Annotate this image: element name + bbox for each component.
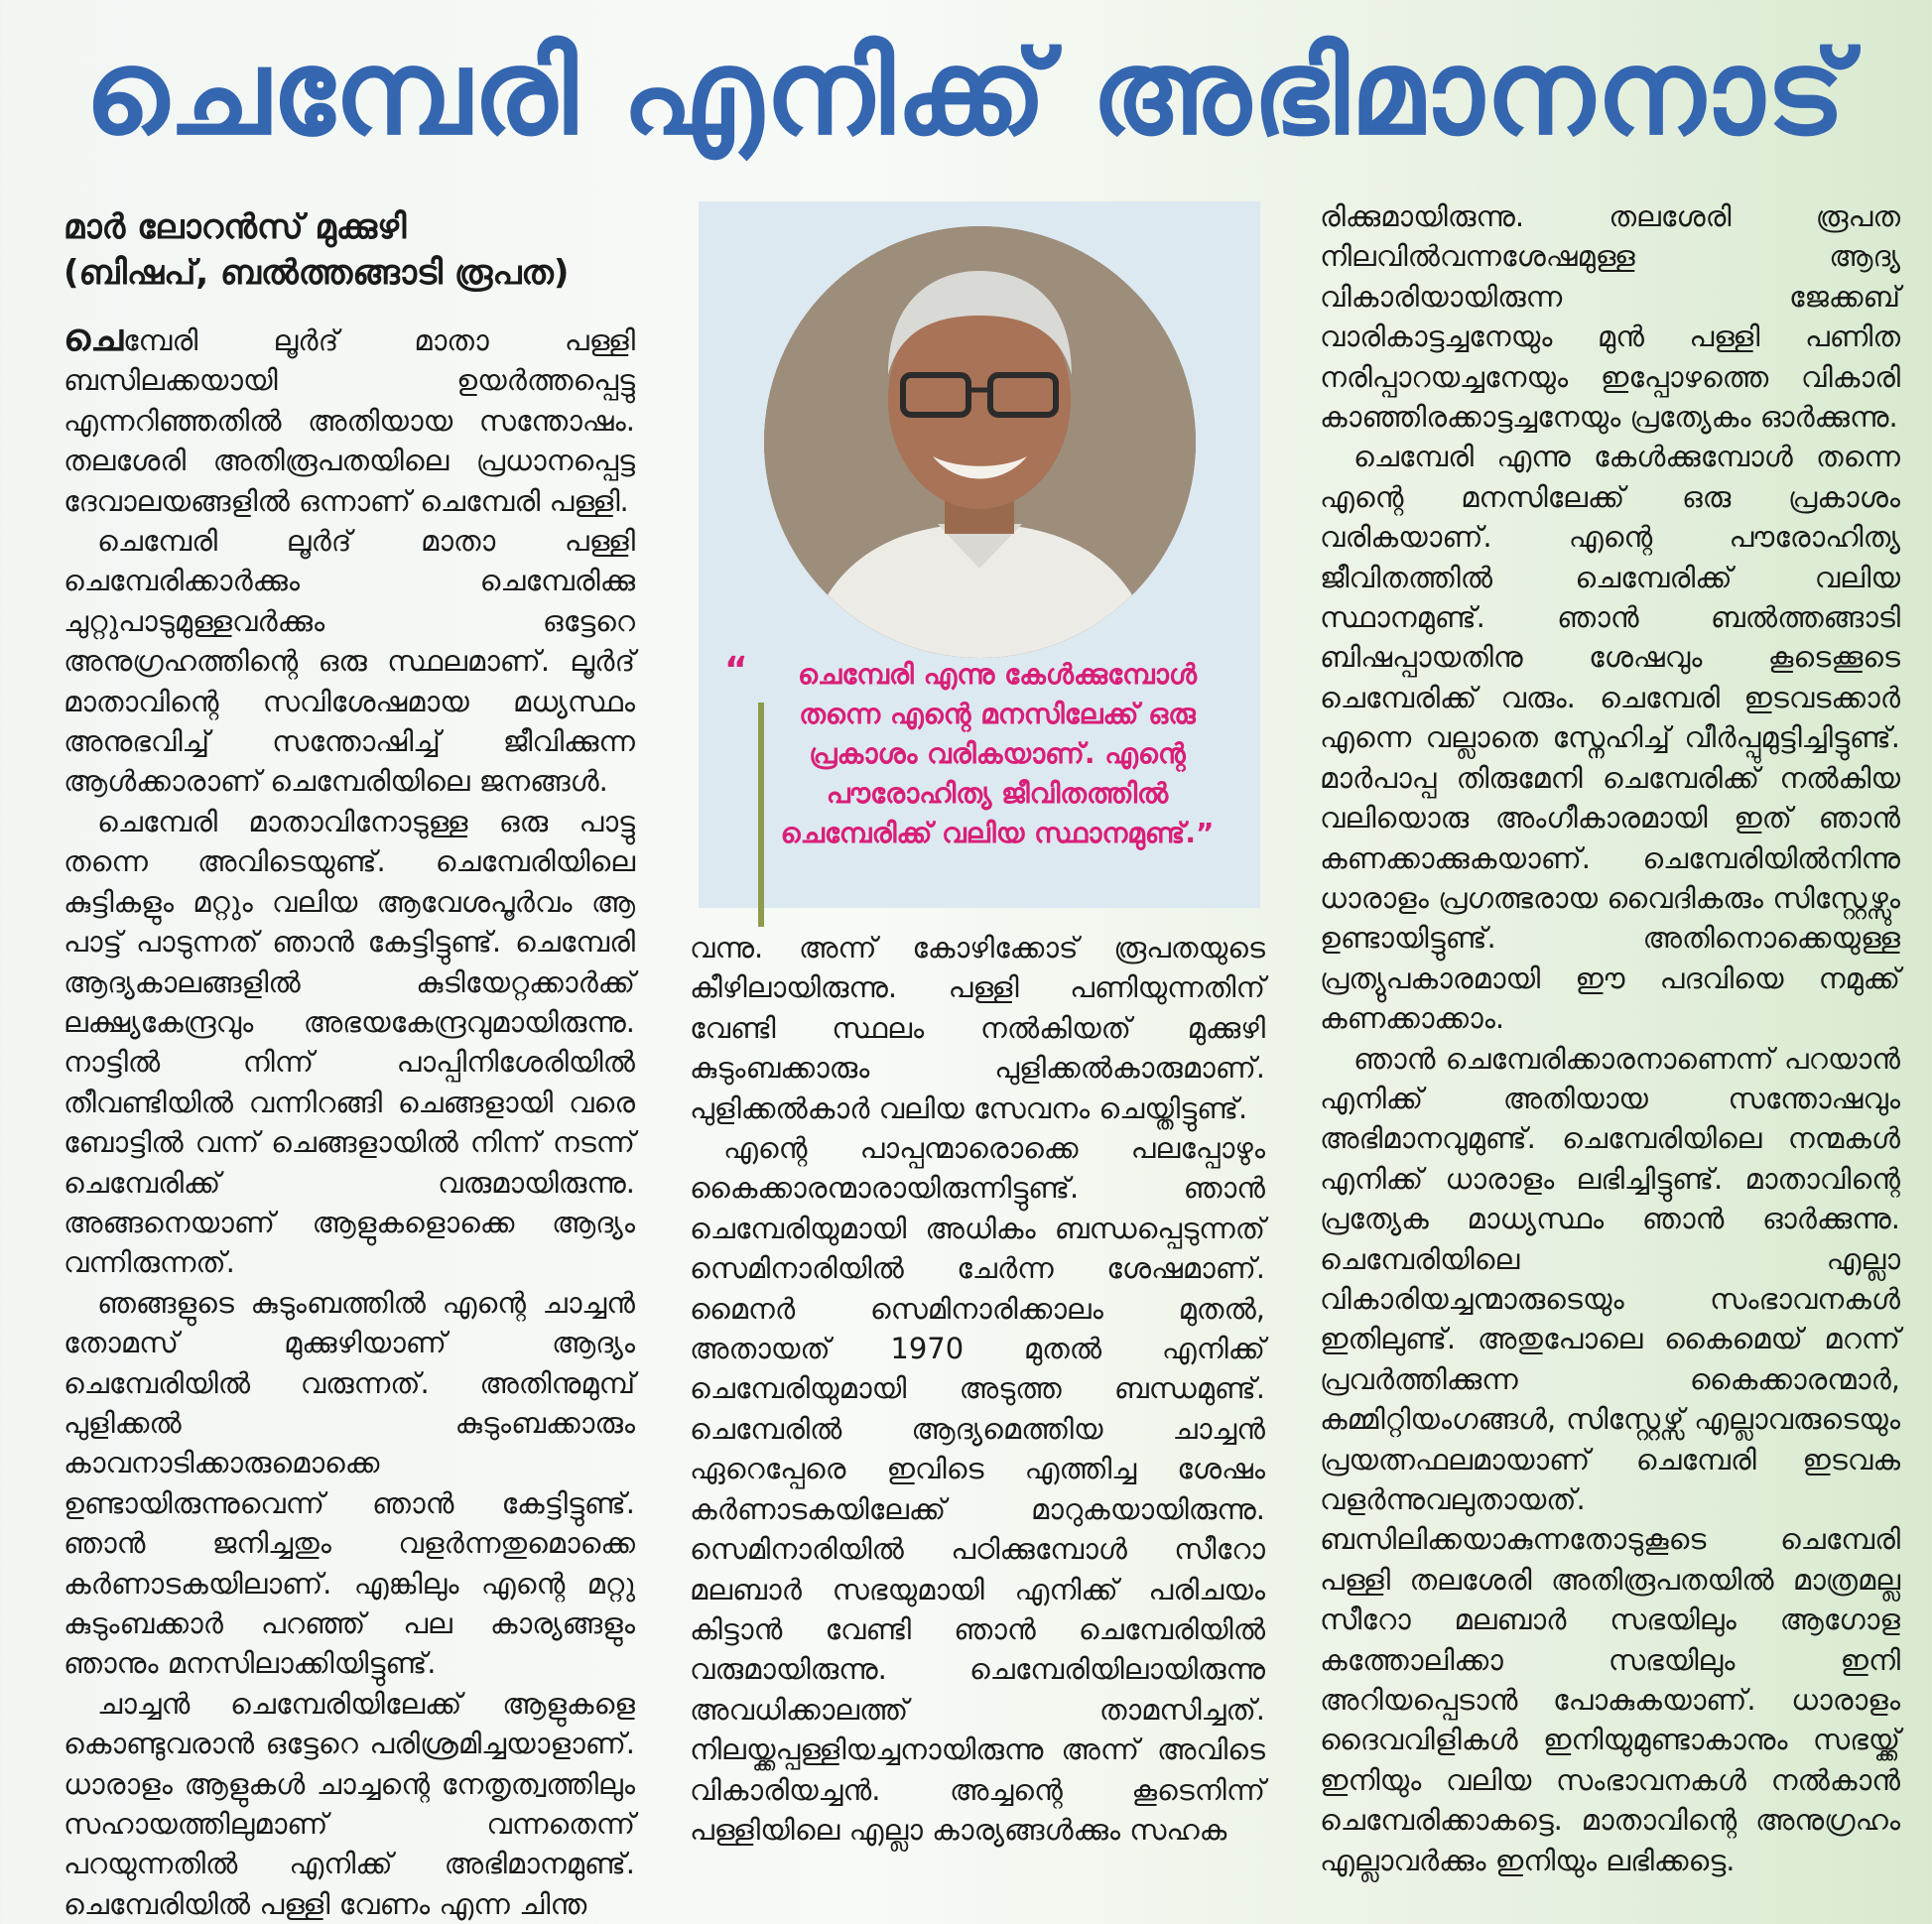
bishop-portrait-photo — [764, 226, 1196, 658]
paragraph: ചെമ്പേരി ലൂർദ് മാതാ പള്ളി ബസിലക്കയായി ഉയർത്തപ്പെട്ടു എന്നറിഞ്ഞതിൽ അതിയായ സന്തോഷം. തലശേരി അതിരൂപതയിലെ പ്രധാനപ്പെട്ട ദേവാലയങ്ങളിൽ ഒന്നാണ് ചെമ്പേരി പള്ളി. — [64, 316, 635, 518]
byline — [64, 204, 659, 296]
article-column-3 — [1320, 196, 1900, 1877]
pull-quote-text: ചെമ്പേരി എന്നു കേൾക്കുമ്പോൾ തന്നെ എന്റെ മനസിലേക്ക് ഒരു പ്രകാശം വരികയാണ്. എന്റെ പൗരോഹിത്യ ജീവിതത്തിൽ ചെമ്പേരിക്ക് വലിയ സ്ഥാനമുണ്ട്.” — [780, 658, 1215, 849]
paragraph: ഞങ്ങളുടെ കുടുംബത്തിൽ എന്റെ ചാച്ചൻ തോമസ് മുക്കുഴിയാണ് ആദ്യം ചെമ്പേരിയിൽ വരുന്നത്. അതിനുമുമ്പ് പുളിക്കൽ കുടുംബക്കാരും കാവനാടിക്കാരുമൊക്കെ ഉണ്ടായിരുന്നുവെന്ന് ഞാൻ കേട്ടിട്ടുണ്ട്. ഞാൻ ജനിച്ചതും വളർന്നതുമൊക്കെ കർണാടകയിലാണ്. എങ്കിലും എന്റെ മറ്റു കുടുംബക്കാർ പറഞ്ഞ് പല കാര്യങ്ങളും ഞാനും മനസിലാക്കിയിട്ടുണ്ട്. — [64, 1285, 635, 1681]
quote-bar — [758, 703, 764, 927]
headline: ചെമ്പേരി എനിക്ക് അഭിമാനനാട് — [84, 24, 1848, 161]
author-title: (ബിഷപ്, ബൽത്തങ്ങാടി രൂപത) — [64, 253, 570, 293]
author-name: മാർ ലോറൻസ് മുക്കുഴി — [64, 207, 407, 247]
quote-mark: “ — [724, 650, 748, 691]
dropcap: ചെ — [64, 316, 124, 359]
paragraph: ചെമ്പേരി ലൂർദ് മാതാ പള്ളി ചെമ്പേരിക്കാർക്കും ചെമ്പേരിക്കു ചുറ്റുപാടുമുള്ളവർക്കും ഒട്ടേറെ അനുഗ്രഹത്തിന്റെ ഒരു സ്ഥലമാണ്. ലൂർദ് മാതാവിന്റെ സവിശേഷമായ മധ്യസ്ഥം അനുഭവിച്ച് സന്തോഷിച്ച് ജീവിക്കുന്ന ആൾക്കാരാണ് ചെമ്പേരിയിലെ ജനങ്ങൾ. — [64, 524, 635, 799]
paragraph: ചെമ്പേരി മാതാവിനോടുള്ള ഒരു പാട്ടു തന്നെ അവിടെയുണ്ട്. ചെമ്പേരിയിലെ കുട്ടികളും മറ്റും വലിയ ആവേശപൂർവം ആ പാട്ട് പാടുന്നത് ഞാൻ കേട്ടിട്ടുണ്ട്. ചെമ്പേരി ആദ്യകാലങ്ങളിൽ കുടിയേറ്റക്കാർക്ക് ലക്ഷ്യകേന്ദ്രവും അഭയകേന്ദ്രവുമായിരുന്നു. നാട്ടിൽ നിന്ന് പാപ്പിനിശേരിയിൽ തീവണ്ടിയിൽ വന്നിറങ്ങി ചെങ്ങളായി വരെ ബോട്ടിൽ വന്ന് ചെങ്ങളായിൽ നിന്ന് നടന്ന് ചെമ്പേരിക്ക് വരുമായിരുന്നു. അങ്ങനെയാണ് ആളുകളൊക്കെ ആദ്യം വന്നിരുന്നത്. — [64, 804, 635, 1280]
portrait-illustration — [764, 226, 1196, 658]
paragraph: ഞാൻ ചെമ്പേരിക്കാരനാണെന്ന് പറയാൻ എനിക്ക് അതിയായ സന്തോഷവും അഭിമാനവുമുണ്ട്. ചെമ്പേരിയിലെ നന്മകൾ എനിക്ക് ധാരാളം ലഭിച്ചിട്ടുണ്ട്. മാതാവിന്റെ പ്രത്യേക മാധ്യസ്ഥം ഞാൻ ഓർക്കുന്നു. ചെമ്പേരിയിലെ എല്ലാ വികാരിയച്ചന്മാരുടെയും സംഭാവനകൾ ഇതിലുണ്ട്. അതുപോലെ കൈമെയ് മറന്ന് പ്രവർത്തിക്കുന്ന കൈക്കാരന്മാർ, കമ്മിറ്റിയംഗങ്ങൾ, സിസ്റ്റേഴ്സ് എല്ലാവരുടെയും പ്രയത്നഫലമായാണ് ചെമ്പേരി ഇടവക വളർന്നുവലുതായത്. ബസിലിക്കയാകുന്നതോടുകൂടെ ചെമ്പേരി പള്ളി തലശേരി അതിരൂപതയിൽ മാത്രമല്ല സീറോ മലബാർ സഭയിലും ആഗോള കത്തോലിക്കാ സഭയിലും ഇനി അറിയപ്പെടാൻ പോകുകയാണ്. ധാരാളം ദൈവവിളികൾ ഇനിയുമുണ്ടാകാനും സഭയ്ക്ക് ഇനിയും വലിയ സംഭാവനകൾ നൽകാൻ ചെമ്പേരിക്കാകട്ടെ. മാതാവിന്റെ അനുഗ്രഹം എല്ലാവർക്കും ഇനിയും ലഭിക്കട്ടെ. — [1320, 1041, 1900, 1877]
paragraph: ചെമ്പേരി എന്നു കേൾക്കുമ്പോൾ തന്നെ എന്റെ മനസിലേക്ക് ഒരു പ്രകാശം വരികയാണ്. എന്റെ പൗരോഹിത്യ ജീവിതത്തിൽ ചെമ്പേരിക്ക് വലിയ സ്ഥാനമുണ്ട്. ഞാൻ ബൽത്തങ്ങാടി ബിഷപ്പായതിനു ശേഷവും കൂടെക്കൂടെ ചെമ്പേരിക്ക് വരും. ചെമ്പേരി ഇടവടക്കാർ എന്നെ വല്ലാതെ സ്നേഹിച്ച് വീർപ്പുമുട്ടിച്ചിട്ടുണ്ട്. മാർപാപ്പ തിരുമേനി ചെമ്പേരിക്ക് നൽകിയ വലിയൊരു അംഗീകാരമായി ഇത് ഞാൻ കണക്കാക്കുകയാണ്. ചെമ്പേരിയിൽനിന്നു ധാരാളം പ്രഗത്ഭരായ വൈദികരും സിസ്റ്റേഴ്സും ഉണ്ടായിട്ടുണ്ട്. അതിനൊക്കെയുള്ള പ്രത്യുപകാരമായി ഈ പദവിയെ നമുക്ക് കണക്കാക്കാം. — [1320, 440, 1900, 1036]
article-column-2 — [690, 928, 1265, 1847]
paragraph: രിക്കുമായിരുന്നു. തലശേരി രൂപത നിലവിൽവന്നശേഷമുള്ള ആദ്യ വികാരിയായിരുന്ന ജേക്കബ് വാരികാട്ടച്ചനേയും മുൻ പള്ളി പണിത നരിപ്പാറയച്ചനേയും ഇപ്പോഴത്തെ വികാരി കാഞ്ഞിരക്കാട്ടച്ചനേയും പ്രത്യേകം ഓർക്കുന്നു. — [1320, 199, 1900, 435]
paragraph: വന്നു. അന്ന് കോഴിക്കോട് രൂപതയുടെ കീഴിലായിരുന്നു. പള്ളി പണിയുന്നതിന് വേണ്ടി സ്ഥലം നൽകിയത് മുക്കുഴി കുടുംബക്കാരും പുളിക്കൽകാരുമാണ്. പുളിക്കൽകാർ വലിയ സേവനം ചെയ്തിട്ടുണ്ട്. — [690, 931, 1265, 1125]
pull-quote — [724, 650, 1240, 853]
article-column-1 — [64, 316, 635, 1921]
paragraph: എന്റെ പാപ്പന്മാരൊക്കെ പലപ്പോഴും കൈക്കാരന്മാരായിരുന്നിട്ടുണ്ട്. ഞാൻ ചെമ്പേരിയുമായി അധികം ബന്ധപ്പെടുന്നത് സെമിനാരിയിൽ ചേർന്ന ശേഷമാണ്. മൈനർ സെമിനാരിക്കാലം മുതൽ, അതായത് 1970 മുതൽ എനിക്ക് ചെമ്പേരിയുമായി അടുത്ത ബന്ധമുണ്ട്. ചെമ്പേരിൽ ആദ്യമെത്തിയ ചാച്ചൻ ഏറെപ്പേരെ ഇവിടെ എത്തിച്ച ശേഷം കർണാടകയിലേക്ക് മാറുകയായിരുന്നു. സെമിനാരിയിൽ പഠിക്കുമ്പോൾ സീറോ മലബാർ സഭയുമായി എനിക്ക് പരിചയം കിട്ടാൻ വേണ്ടി ഞാൻ ചെമ്പേരിയിൽ വരുമായിരുന്നു. ചെമ്പേരിയിലായിരുന്നു അവധിക്കാലത്ത് താമസിച്ചത്. നിലയ്ക്കപ്പള്ളിയച്ചനായിരുന്നു അന്ന് അവിടെ വികാരിയച്ചൻ. അച്ചന്റെ കൂടെനിന്ന് പള്ളിയിലെ എല്ലാ കാര്യങ്ങൾക്കും സഹക — [690, 1131, 1265, 1847]
paragraph: ചാച്ചൻ ചെമ്പേരിയിലേക്ക് ആളുകളെ കൊണ്ടുവരാൻ ഒട്ടേറെ പരിശ്രമിച്ചയാളാണ്. ധാരാളം ആളുകൾ ചാച്ചന്റെ നേതൃത്വത്തിലും സഹായത്തിലുമാണ് വന്നതെന്ന് പറയുന്നതിൽ എനിക്ക് അഭിമാനമുണ്ട്. ചെമ്പേരിയിൽ പള്ളി വേണം എന്ന ചിന്ത — [64, 1686, 635, 1921]
